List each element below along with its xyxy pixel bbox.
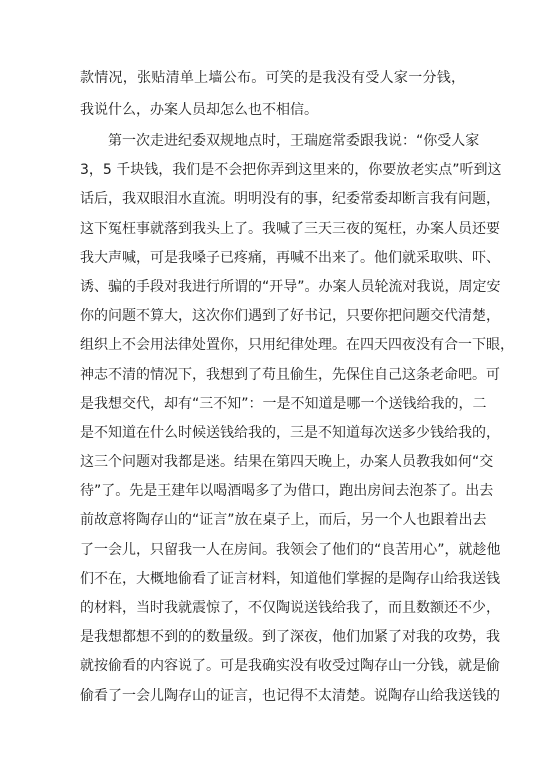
text-line: 诱、骗的手段对我进行所谓的“开导”。办案人员轮流对我说，周定安 xyxy=(80,278,501,295)
text-line: 们不在，大概地偷看了证言材料，知道他们掌握的是陶存山给我送钱 xyxy=(80,570,500,587)
text-line: 待”了。先是王建年以喝酒喝多了为借口，跑出房间去泡茶了。出去 xyxy=(80,483,494,500)
text-line: 是我想交代，却有“三不知”：一是不知道是哪一个送钱给我的，二 xyxy=(80,395,487,412)
text-line: 3，5 千块钱，我们是不会把你弄到这里来的，你要放老实点”听到这 xyxy=(80,162,502,179)
text-line: 这三个问题对我都是迷。结果在第四天晚上，办案人员教我如何“交 xyxy=(80,454,494,471)
text-line: 就按偷看的内容说了。可是我确实没有收受过陶存山一分钱，就是偷 xyxy=(80,658,500,675)
text-line: 这下冤枉事就落到我头上了。我喊了三天三夜的冤枉，办案人员还要 xyxy=(80,220,500,237)
body-text xyxy=(80,63,514,711)
text-line: 偷看了一会儿陶存山的证言，也记得不太清楚。说陶存山给我送钱的 xyxy=(80,687,500,704)
text-line: 组织上不会用法律处置你，只用纪律处理。在四天四夜没有合一下眼， xyxy=(80,337,514,354)
text-line: 款情况，张贴清单上墙公布。可笑的是我没有受人家一分钱， xyxy=(80,70,465,86)
text-line: 第一次走进纪委双规地点时，王瑞庭常委跟我说：“你受人家 xyxy=(108,133,480,149)
text-line: 话后，我双眼泪水直流。明明没有的事，纪委常委却断言我有问题， xyxy=(80,191,500,208)
text-line: 的材料，当时我就震惊了，不仅陶说送钱给我了，而且数额还不少， xyxy=(80,600,500,616)
text-line: 是我想都想不到的的数量级。到了深夜，他们加紧了对我的攻势，我 xyxy=(80,629,500,646)
text-line: 了一会儿，只留我一人在房间。我领会了他们的“良苦用心”，就趁他 xyxy=(80,541,501,558)
text-line: 神志不清的情况下，我想到了苟且偷生，先保住自己这条老命吧。可 xyxy=(80,366,500,383)
text-line: 我说什么，办案人员却怎么也不相信。 xyxy=(80,102,318,118)
text-line: 是不知道在什么时候送钱给我的，三是不知道每次送多少钱给我的， xyxy=(80,424,500,441)
text-line: 你的问题不算大，这次你们遇到了好书记，只要你把问题交代清楚， xyxy=(80,308,500,325)
text-line: 前故意将陶存山的“证言”放在桌子上，而后，另一个人也跟着出去 xyxy=(80,512,487,529)
text-line: 我大声喊，可是我嗓子已疼痛，再喊不出来了。他们就采取哄、吓、 xyxy=(80,249,500,266)
